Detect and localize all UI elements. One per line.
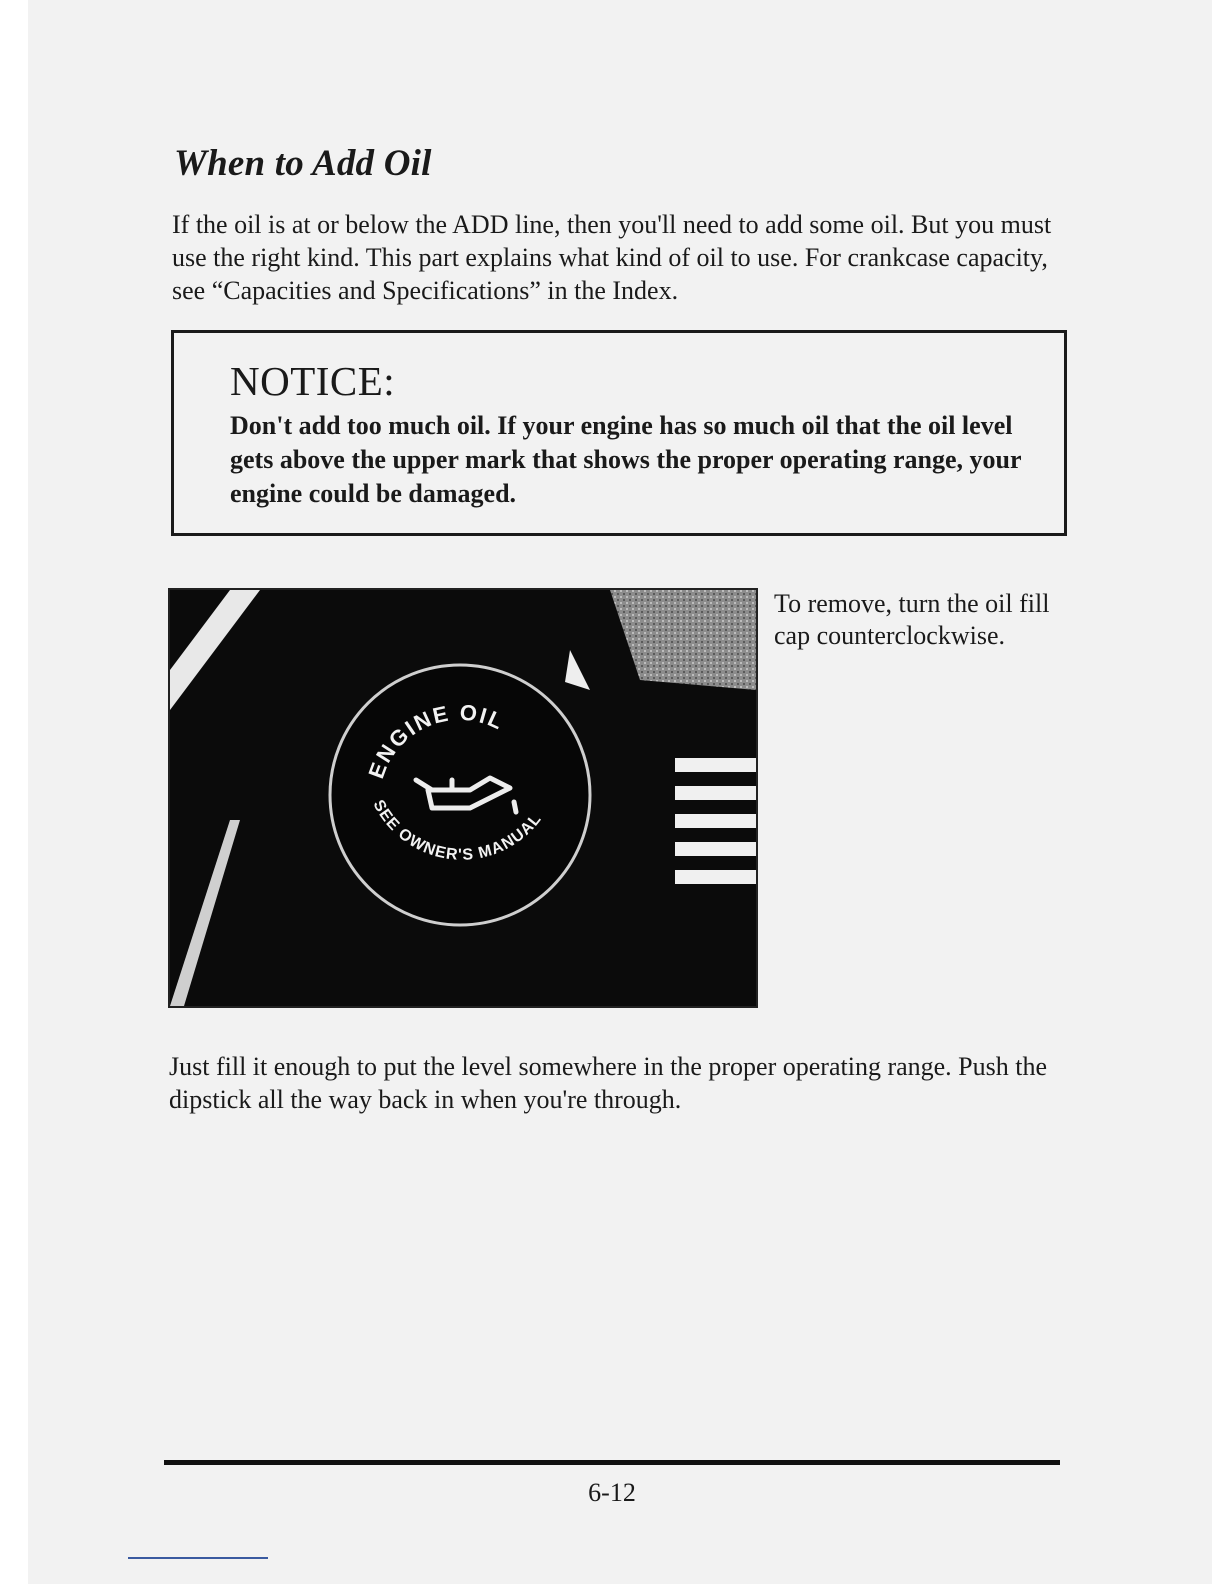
notice-heading: NOTICE: <box>230 358 396 404</box>
notice-body: Don't add too much oil. If your engine has so much oil that the oil level gets above the upper mark that shows the proper operating range, your engine could be damaged. <box>230 411 1022 508</box>
corner-line <box>128 1557 268 1559</box>
closing-paragraph: Just fill it enough to put the level somewhere in the proper operating range. Push the dipstick all the way back in when you're through. <box>169 1052 1048 1114</box>
oil-fill-cap-photo <box>168 588 758 1008</box>
oil-cap-illustration <box>170 590 756 1006</box>
intro-paragraph: If the oil is at or below the ADD line, then you'll need to add some oil. But you must use the right kind. This part explains what kind of oil to use. For crankcase capacity, see “Capacities and Specifications” in the Index. <box>172 210 1052 305</box>
cap-top-label: ENGINE OIL <box>363 699 509 782</box>
cap-bottom-label: SEE OWNER'S MANUAL <box>369 797 546 864</box>
section-title: When to Add Oil <box>174 143 432 184</box>
footer-rule <box>164 1460 1060 1465</box>
notice-box <box>171 330 1067 536</box>
page-number: 6-12 <box>588 1478 636 1507</box>
oil-cap <box>330 665 590 925</box>
figure-caption: To remove, turn the oil fill cap counterclockwise. <box>774 589 1050 650</box>
